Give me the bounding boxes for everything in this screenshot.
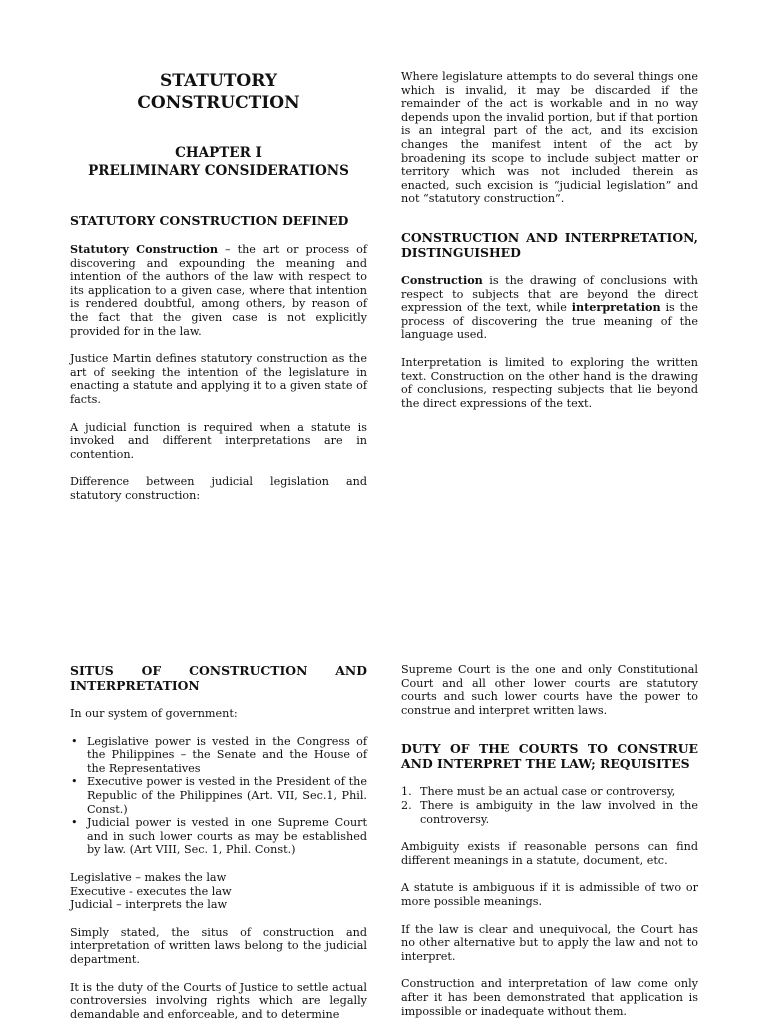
ambiguity-paragraph: Ambiguity exists if reasonable persons can find different meanings in a statute, document, etc.: [401, 840, 698, 867]
branch-line: Judicial – interprets the law: [70, 898, 228, 912]
requisites-list: [401, 785, 698, 826]
system-paragraph: In our system of government:: [70, 707, 238, 720]
title-line-1: STATUTORY: [160, 71, 277, 91]
interpretation-limited-paragraph: Interpretation is limited to exploring the written text. Construction on the other hand is the drawing of conclusions, respecting subjects that lie beyond the direct expressions of the text.: [401, 355, 698, 410]
list-item: [70, 735, 367, 776]
branches-summary: [70, 871, 367, 912]
heading-statutory-construction-defined: STATUTORY CONSTRUCTION DEFINED: [70, 213, 349, 228]
definition-text: – the art or process of discovering and expounding the meaning and intention of the authors of the law with respect to its application to a given case, where that intention is rendered doubtful, among others, by reason of the fact that the given case is not explicitly provided for in the law.: [70, 243, 367, 338]
bullet-icon: •: [71, 816, 78, 830]
list-item-text: Judicial power is vested in one Supreme Court and in such lower courts as may be established by law. (Art VIII, Sec. 1, Phil. Const.): [87, 816, 367, 857]
construction-paragraph: [401, 274, 698, 342]
list-item-text: There must be an actual case or controversy,: [420, 785, 676, 799]
judicial-function-paragraph: A judicial function is required when a statute is invoked and different interpretations are in contention.: [70, 420, 367, 461]
list-item: [70, 816, 367, 857]
list-item: [70, 775, 367, 816]
heading-duty-of-courts: DUTY OF THE COURTS TO CONSTRUE AND INTERPRET THE LAW; REQUISITES: [401, 741, 698, 772]
interpretation-term: interpretation: [571, 300, 661, 315]
difference-paragraph: Difference between judicial legislation and statutory construction:: [70, 475, 367, 502]
branch-line: Legislative – makes the law: [70, 870, 227, 884]
left-bottom-column: [70, 663, 367, 1021]
branch-line: Executive - executes the law: [70, 884, 232, 898]
title-line-2: CONSTRUCTION: [137, 93, 300, 113]
right-top-column: [401, 70, 698, 410]
bullet-icon: •: [71, 734, 78, 748]
definition-term: Statutory Construction: [70, 242, 218, 256]
chapter-number: CHAPTER I: [175, 145, 262, 161]
ambiguous-paragraph: A statute is ambiguous if it is admissible of two or more possible meanings.: [401, 881, 698, 908]
list-item-text: Executive power is vested in the President of the Republic of the Philippines (Art. VII, Sec.1, Phil. Const.): [87, 775, 367, 816]
list-item: [401, 799, 698, 826]
list-number: 1.: [401, 785, 412, 799]
chapter-title: PRELIMINARY CONSIDERATIONS: [88, 163, 349, 179]
after-paragraph: Construction and interpretation of law come only after it has been demonstrated that application is impossible or inadequate without them.: [401, 977, 698, 1018]
left-top-column: [70, 70, 367, 503]
supreme-court-paragraph: Supreme Court is the one and only Constitutional Court and all other lower courts are statutory courts and such lower courts have the power to construe and interpret written laws.: [401, 663, 698, 717]
simply-stated-paragraph: Simply stated, the situs of construction and interpretation of written laws belong to the judicial department.: [70, 925, 367, 966]
construction-text-1: is the drawing of conclusions with respect to subjects that are beyond the direct expression of the text, while: [401, 273, 698, 315]
legislature-paragraph: Where legislature attempts to do several things one which is invalid, it may be discarded if the remainder of the act is workable and in no way depends upon the invalid portion, but if that portion is an integral part of the act, and its excision changes the manifest intent of the act by broadening its scope to include subject matter or territory which was not included therein as enacted, such excision is “judicial legislation” and not “statutory construction”.: [401, 70, 698, 206]
construction-text-2: is the process of discovering the true meaning of the language used.: [401, 301, 698, 342]
list-item: [401, 785, 698, 799]
list-number: 2.: [401, 798, 412, 812]
powers-list: [70, 735, 367, 857]
right-bottom-column: [401, 663, 698, 1018]
list-item-text: There is ambiguity in the law involved in the controversy.: [420, 798, 698, 826]
martin-paragraph: Justice Martin defines statutory construction as the art of seeking the intention of the legislature in enacting a statute and applying it to a given state of facts.: [70, 352, 367, 406]
definition-paragraph: [70, 243, 367, 338]
bullet-icon: •: [71, 775, 78, 789]
construction-term: Construction: [401, 272, 483, 287]
list-item-text: Legislative power is vested in the Congress of the Philippines – the Senate and the House of the Representatives: [87, 734, 367, 775]
heading-situs: SITUS OF CONSTRUCTION AND INTERPRETATION: [70, 663, 367, 693]
clear-law-paragraph: If the law is clear and unequivocal, the Court has no other alternative but to apply the law and not to interpret.: [401, 922, 698, 963]
duty-paragraph: It is the duty of the Courts of Justice to settle actual controversies involving rights which are legally demandable and enforceable, and to determine: [70, 980, 367, 1021]
heading-construction-interpretation-distinguished: CONSTRUCTION AND INTERPRETATION, DISTINGUISHED: [401, 229, 698, 260]
